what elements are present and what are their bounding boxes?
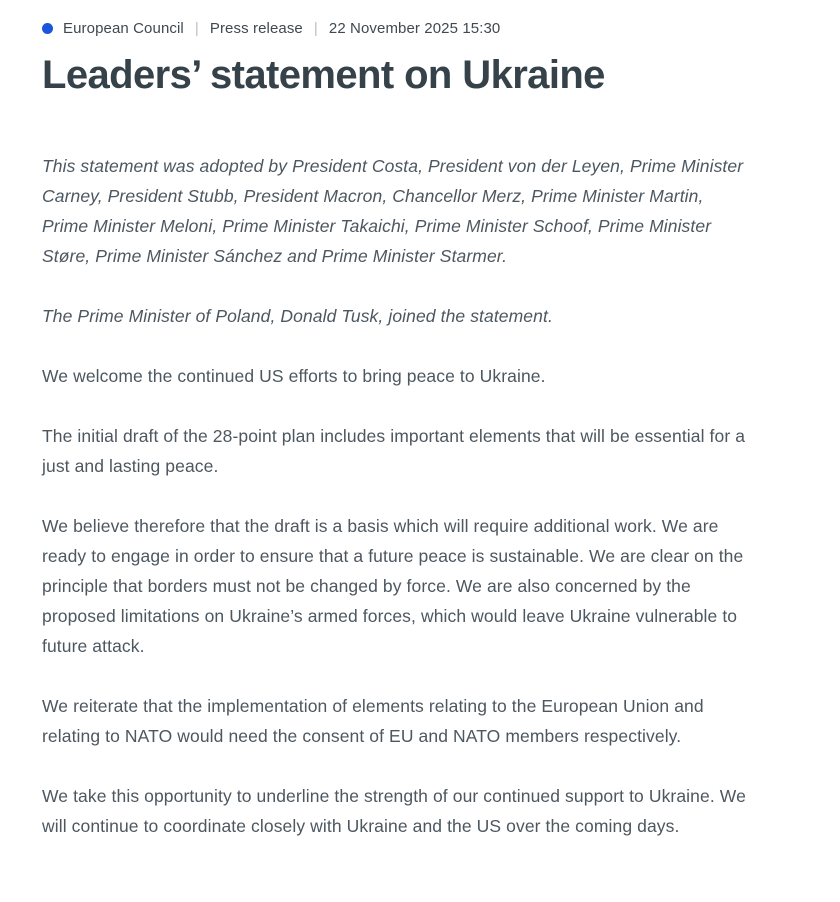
paragraph-eu-nato-consent: We reiterate that the implementation of elements relating to the European Union and relating to NATO would need the consent of EU and NATO members respectively. xyxy=(42,696,704,746)
meta-datetime: 22 November 2025 15:30 xyxy=(328,20,501,37)
paragraph-draft-basis: We believe therefore that the draft is a basis which will require additional work. We are ready to engage in order to ensure that a future peace is sustainable. We are clear on the principle that borders must not be changed by force. We are also concerned by the proposed limitations on Ukraine’s armed forces, which would leave Ukraine vulnerable to future attack. xyxy=(42,516,744,656)
article-body xyxy=(42,151,748,841)
paragraph-initial-draft: The initial draft of the 28-point plan includes important elements that will be essential for a just and lasting peace. xyxy=(42,426,746,476)
meta-type: Press release xyxy=(209,20,303,37)
paragraph-poland-joined: The Prime Minister of Poland, Donald Tusk, joined the statement. xyxy=(42,306,553,326)
meta-source: European Council xyxy=(63,20,184,37)
blue-dot-icon xyxy=(42,23,53,34)
article-meta xyxy=(42,20,798,37)
meta-separator: | xyxy=(194,20,199,37)
page-title: Leaders’ statement on Ukraine xyxy=(42,53,605,97)
paragraph-continued-support: We take this opportunity to underline the strength of our continued support to Ukraine. We will continue to coordinate closely with Ukraine and the US over the coming days. xyxy=(42,786,746,836)
paragraph-adopters: This statement was adopted by President Costa, President von der Leyen, Prime Minister Carney, President Stubb, President Macron, Chancellor Merz, Prime Minister Martin, Prime Minister Meloni, Prime Minister Takaichi, Prime Minister Schoof, Prime Minister Støre, Prime Minister Sánchez and Prime Minister Starmer. xyxy=(42,156,744,266)
paragraph-welcome-us-efforts: We welcome the continued US efforts to bring peace to Ukraine. xyxy=(42,366,546,386)
meta-separator: | xyxy=(313,20,318,37)
